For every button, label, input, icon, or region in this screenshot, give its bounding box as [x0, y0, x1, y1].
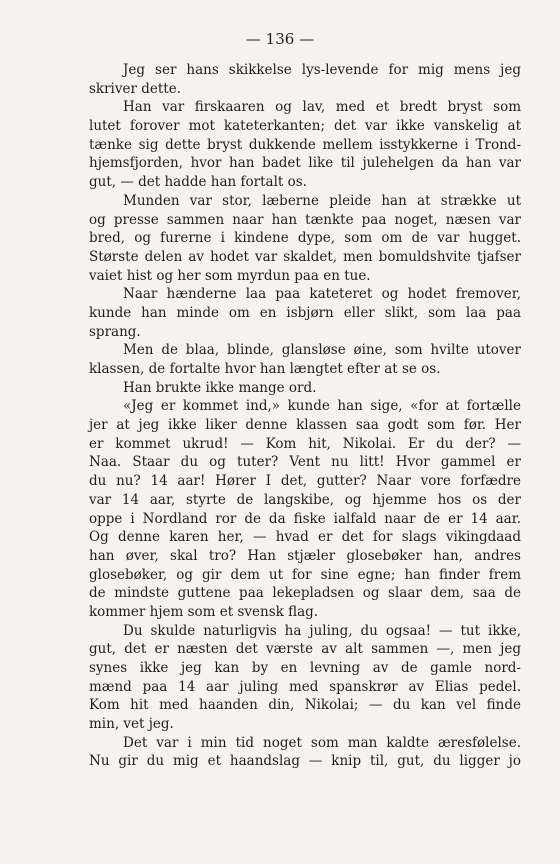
text-line: «Jeg er kommet ind,» kunde han sige, «for at fortælle	[123, 398, 521, 415]
text-line: min, vet jeg.	[89, 716, 174, 733]
text-line: skriver dette.	[89, 80, 182, 97]
text-line: du nu? 14 aar! Hører I det, gutter? Naar vore forfædre	[89, 473, 521, 490]
text-line: Naar hænderne laa paa kateteret og hodet fremover,	[123, 286, 521, 303]
text-line: Det var i min tid noget som man kaldte æresfølelse.	[123, 734, 521, 751]
text-line: lutet forover mot kateterkanten; det var ikke vanskelig at	[89, 118, 521, 135]
text-line: Nu gir du mig et haandslag — knip til, gut, du ligger jo	[89, 753, 521, 770]
text-line: gut, det er næsten det værste av alt sammen —, men jeg	[89, 641, 521, 658]
text-line: de mindste guttene paa lekepladsen og slaar dem, saa de	[89, 585, 521, 602]
text-line: Naa. Staar du og tuter? Vent nu litt! Hvor gammel er	[89, 454, 521, 471]
text-line: er kommet ukrud! — Kom hit, Nikolai. Er du der? —	[89, 435, 521, 452]
text-line: Største delen av hodet var skaldet, men bomuldshvite tjafser	[89, 248, 521, 265]
text-line: han øver, skal tro? Han stjæler glosebøker han, andres	[89, 547, 521, 564]
text-line: Han var firskaaren og lav, med et bredt bryst som	[123, 99, 521, 116]
text-line: glosebøker, og gir dem ut for sine egne; han finder frem	[89, 566, 521, 583]
text-line: og presse sammen naar han tænkte paa noget, næsen var	[89, 211, 521, 228]
body-text	[89, 61, 521, 771]
text-line: Du skulde naturligvis ha juling, du ogsaa! — tut ikke,	[123, 622, 521, 639]
text-line: var 14 aar, styrte de langskibe, og hjemme hos os der	[89, 491, 521, 508]
text-line: sprang.	[89, 323, 141, 340]
text-line: Munden var stor, læberne pleide han at strække ut	[123, 192, 521, 209]
text-line: hjemsfjorden, hvor han badet like til julehelgen da han var	[89, 155, 521, 172]
text-line: jer at jeg ikke liker denne klassen saa godt som før. Her	[89, 417, 521, 434]
text-line: mænd paa 14 aar juling med spanskrør av Elias pedel.	[89, 678, 521, 695]
text-line: Kom hit med haanden din, Nikolai; — du kan vel finde	[89, 697, 521, 714]
text-line: Men de blaa, blinde, glansløse øine, som hvilte utover	[123, 342, 521, 359]
text-line: vaiet hist og her som myrdun paa en tue.	[89, 267, 371, 284]
text-line: gut, — det hadde han fortalt os.	[89, 174, 307, 191]
text-line: Og denne karen her, — hvad er det for slags vikingdaad	[89, 529, 521, 546]
page-number: — 136 —	[245, 30, 315, 48]
text-line: tænke sig dette bryst dukkende mellem isstykkerne i Trond-	[89, 136, 521, 153]
text-line: kommer hjem som et svensk flag.	[89, 603, 319, 620]
text-line: kunde han minde om en isbjørn eller slikt, som laa paa	[89, 304, 521, 321]
text-line: klassen, de fortalte hvor han længtet efter at se os.	[89, 361, 441, 377]
text-line: Jeg ser hans skikkelse lys-levende for mig mens jeg	[123, 62, 521, 78]
text-line: bred, og furerne i kindene dype, som om de var hugget.	[89, 230, 521, 247]
text-line: Han brukte ikke mange ord.	[123, 379, 317, 396]
text-line: synes ikke jeg kan by en levning av de gamle nord-	[89, 660, 521, 676]
text-line: oppe i Nordland ror de da fiske ialfald naar de er 14 aar.	[89, 510, 521, 527]
